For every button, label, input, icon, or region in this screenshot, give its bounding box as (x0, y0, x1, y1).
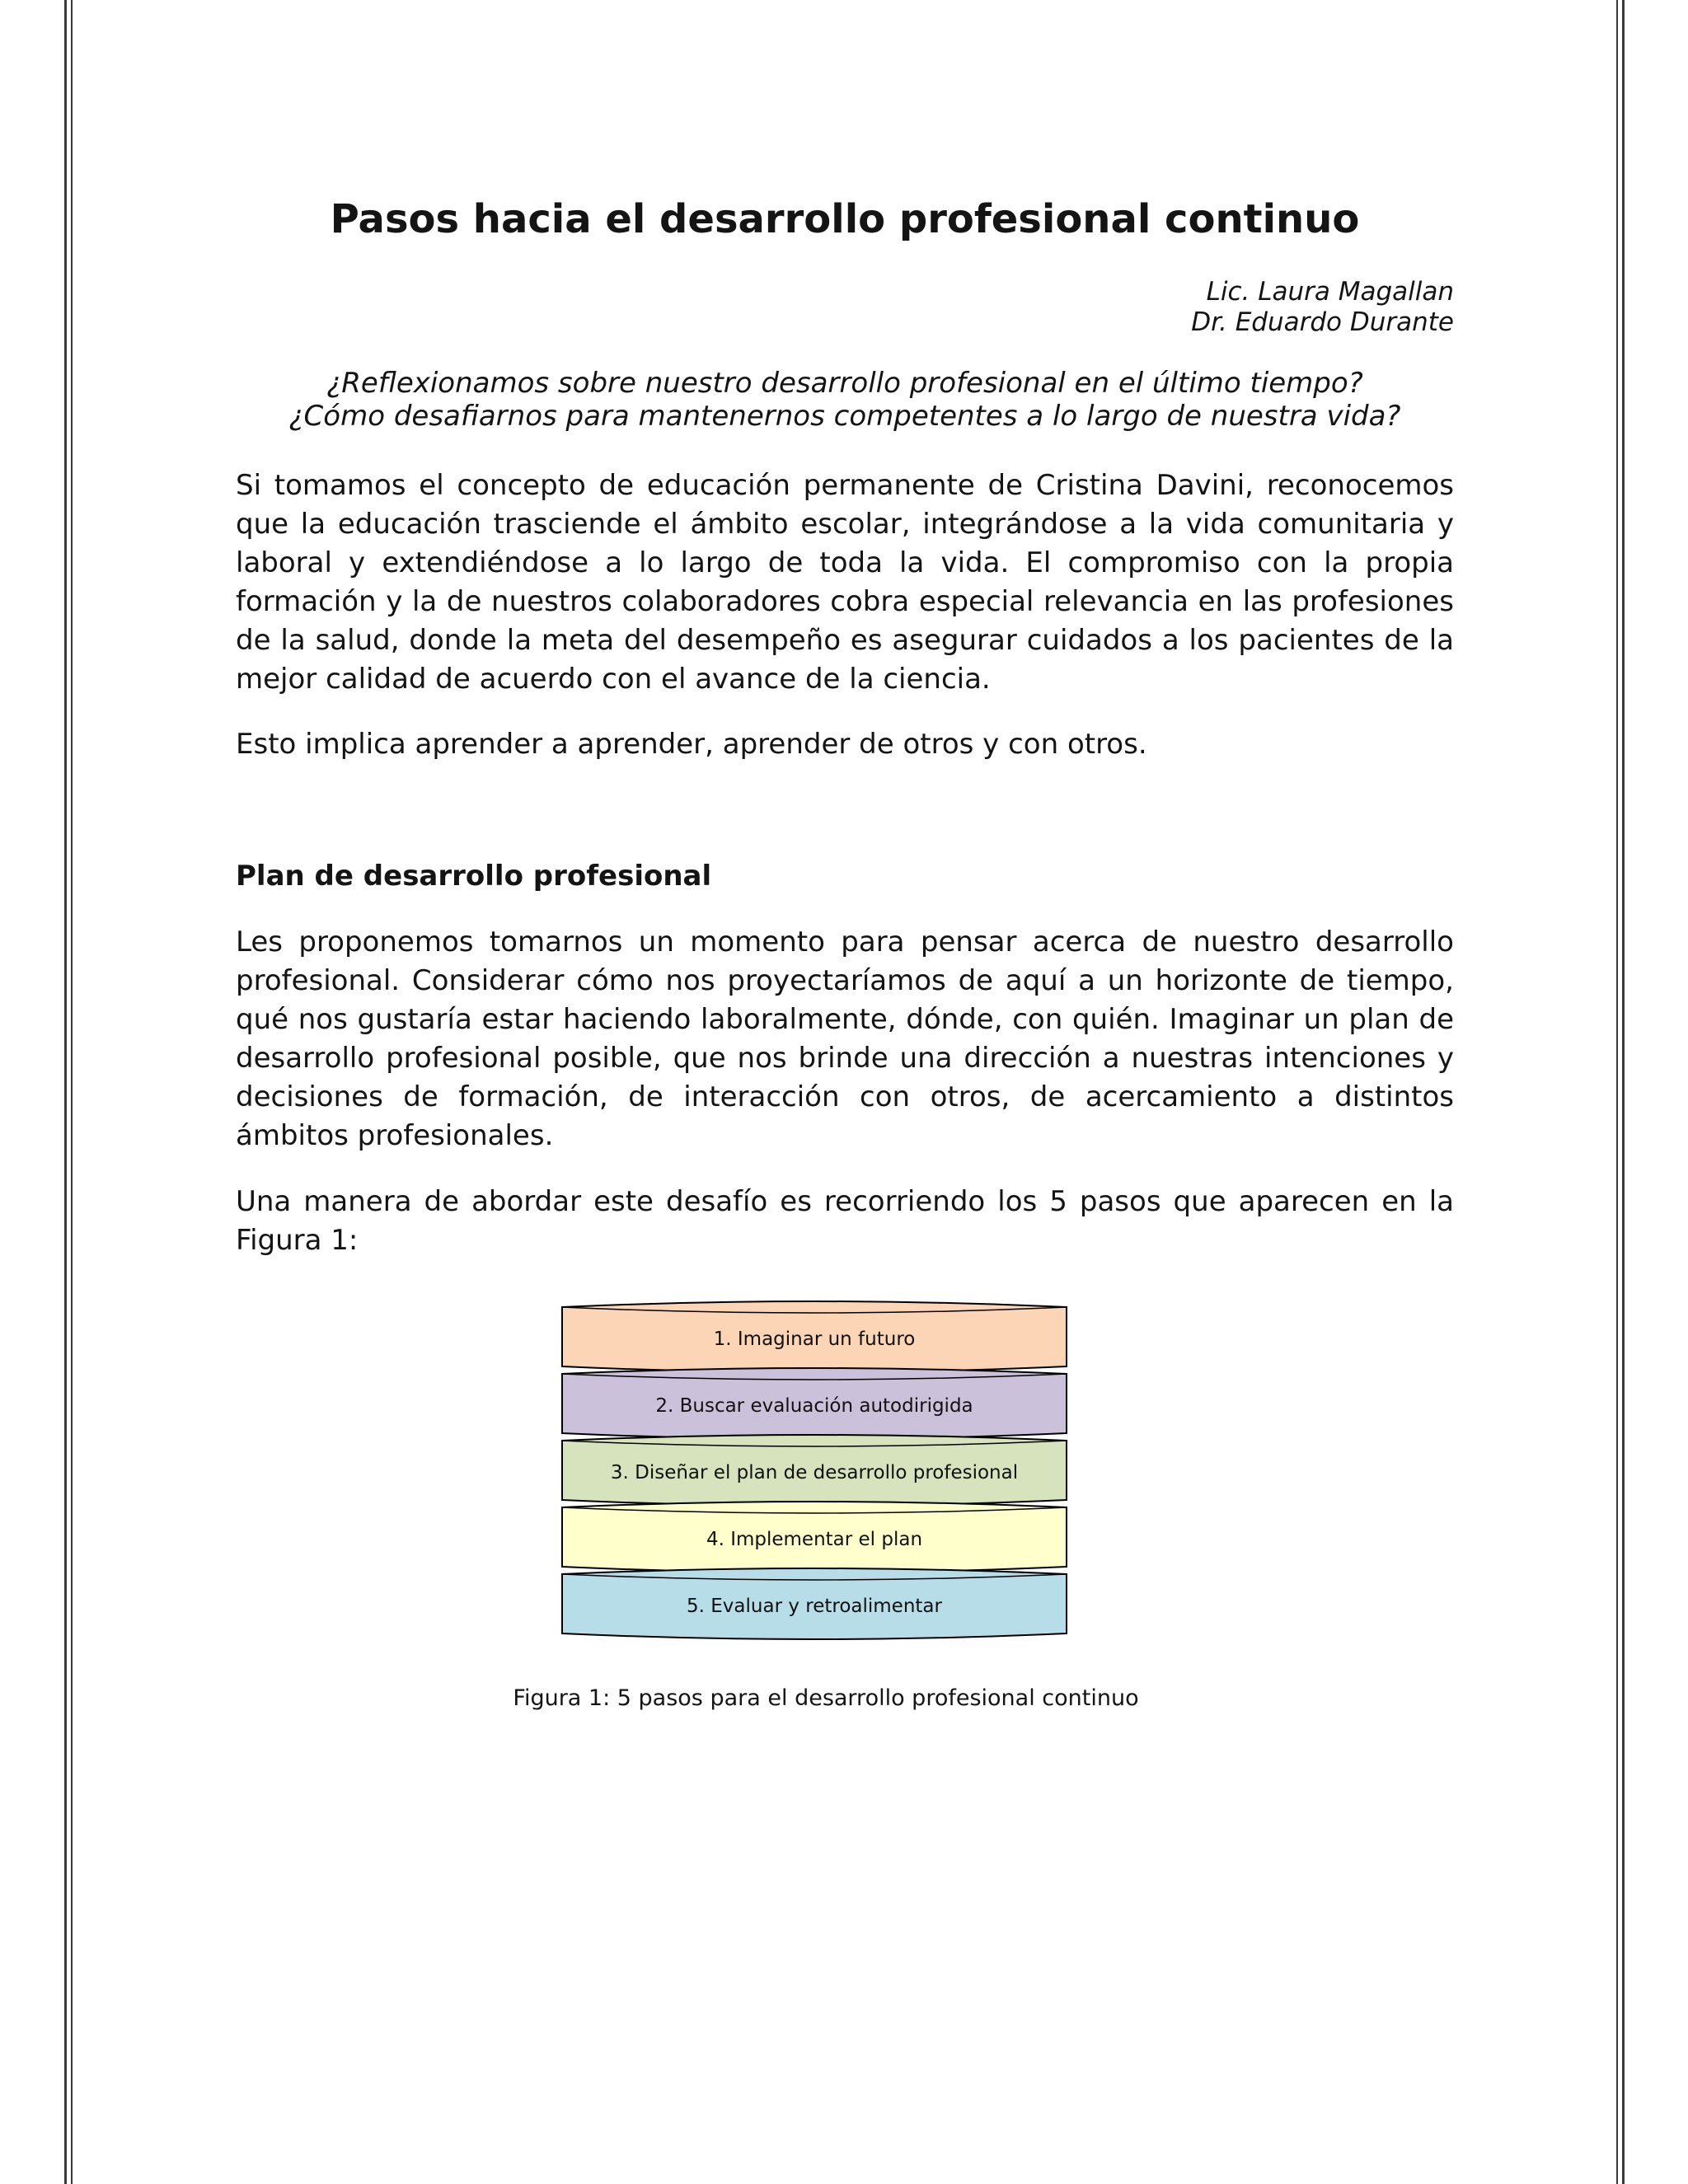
step-cylinder (562, 1435, 1067, 1506)
step-label: 1. Imaginar un futuro (713, 1329, 916, 1350)
step-cylinder (562, 1368, 1067, 1439)
step-label: 4. Implementar el plan (706, 1529, 923, 1550)
author-list (236, 277, 1454, 338)
guiding-question: ¿Cómo desafiarnos para mantenernos competentes a lo largo de nuestra vida? (288, 400, 1401, 433)
guiding-question: ¿Reflexionamos sobre nuestro desarrollo profesional en el último tiempo? (326, 367, 1363, 400)
page-border-right-inner (1616, 0, 1618, 2184)
author-name: Dr. Eduardo Durante (1191, 307, 1454, 337)
steps-diagram (559, 1301, 1070, 1660)
document-title: Pasos hacia el desarrollo profesional continuo (330, 196, 1360, 242)
body-paragraph: Si tomamos el concepto de educación permanente de Cristina Davini, reconocemos que la educación trasciende el ámbito escolar, integrándose a la vida comunitaria y laboral y extendiéndose a lo largo de toda la vida. El compromiso con la propia formación y la de nuestros colaboradores cobra especial relevancia en las profesiones de la salud, donde la meta del desempeño es asegurar cuidados a los pacientes de la mejor calidad de acuerdo con el avance de la ciencia. (236, 469, 1454, 696)
step-cylinder (562, 1301, 1067, 1372)
step-cylinder (562, 1502, 1067, 1572)
body-paragraph: Una manera de abordar este desafío es recorriendo los 5 pasos que aparecen en la Figura 1: (236, 1185, 1454, 1257)
author-name: Lic. Laura Magallan (1206, 277, 1454, 307)
step-label: 3. Diseñar el plan de desarrollo profesional (610, 1462, 1019, 1483)
body-paragraph: Esto implica aprender a aprender, aprender de otros y con otros. (236, 728, 1147, 761)
guiding-questions (236, 367, 1454, 433)
page-border-right (1622, 0, 1625, 2184)
section-heading: Plan de desarrollo profesional (236, 860, 712, 893)
page-border-left-inner (71, 0, 73, 2184)
step-label: 5. Evaluar y retroalimentar (687, 1596, 942, 1617)
figure-caption: Figura 1: 5 pasos para el desarrollo profesional continuo (513, 1685, 1139, 1711)
step-cylinder (562, 1568, 1067, 1639)
body-paragraph: Les proponemos tomarnos un momento para pensar acerca de nuestro desarrollo profesional. Considerar cómo nos proyectaríamos de aquí a un horizonte de tiempo, qué nos gustaría estar haciendo laboralmente, dónde, con quién. Imaginar un plan de desarrollo profesional posible, que nos brinde una dirección a nuestras intenciones y decisiones de formación, de interacción con otros, de acercamiento a distintos ámbitos profesionales. (236, 926, 1454, 1152)
page-border-left (64, 0, 67, 2184)
step-label: 2. Buscar evaluación autodirigida (655, 1395, 973, 1417)
